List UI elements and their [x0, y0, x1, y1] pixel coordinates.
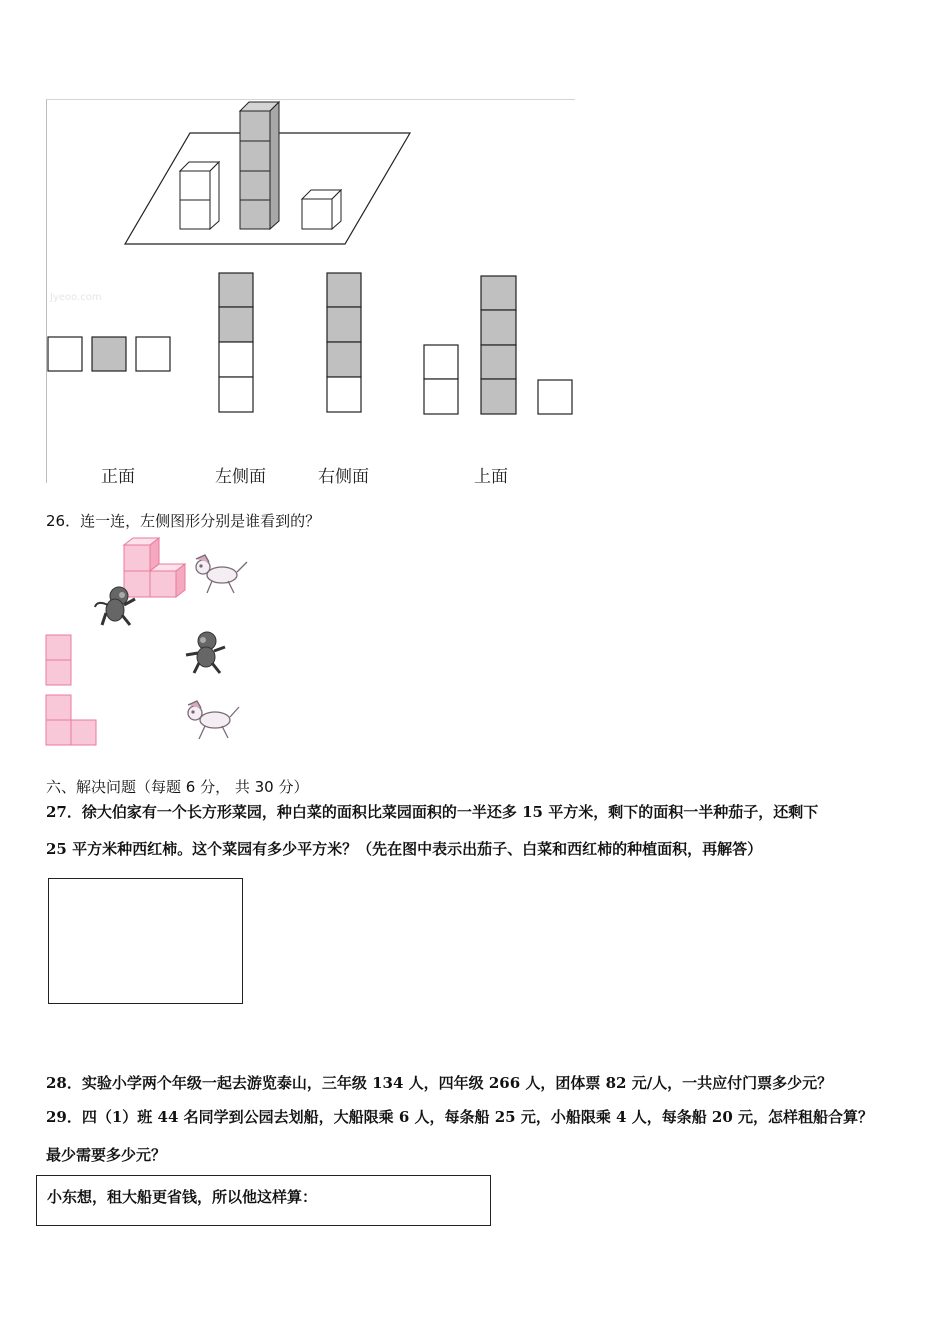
question-29-line1: 29．四（1）班 44 名同学到公园去划船，大船限乘 6 人，每条船 25 元，小船限乘 4 人，每条船 20 元，怎样租船合算？ [46, 1108, 874, 1126]
top-view-squares [424, 276, 572, 414]
watermark: Jyeoo.com [50, 292, 102, 303]
monkey-icon-2 [186, 632, 225, 673]
dog-icon [196, 555, 247, 593]
question-26: 26．连一连，左侧图形分别是谁看到的？ [46, 512, 321, 530]
label-top-view: 上面 [474, 467, 508, 487]
question-27-line2: 25 平方米种西红柿。这个菜园有多少平方米？（先在图中表示出茄子、白菜和西红柿的种植面积，再解答） [46, 840, 763, 858]
answer-box-text: 小东想，租大船更省钱，所以他这样算： [47, 1188, 318, 1206]
question-29-line2: 最少需要多少元？ [46, 1146, 167, 1164]
left-stack-cubes [180, 162, 219, 229]
section-6-title: 六、解决问题（每题 6 分， 共 30 分） [46, 778, 309, 796]
right-single-cube [302, 190, 341, 229]
garden-rectangle[interactable] [48, 878, 243, 1004]
middle-stack-cubes [240, 102, 279, 229]
cube-stack-drawing [0, 0, 950, 500]
view-two-stacked [46, 635, 71, 685]
answer-box[interactable] [36, 1175, 491, 1226]
right-view-squares [327, 273, 361, 412]
pink-cube-arrangement [124, 538, 185, 597]
view-l-shape [46, 695, 96, 745]
left-view-squares [219, 273, 253, 412]
q26-figure [0, 535, 300, 755]
front-view-squares [48, 337, 170, 371]
label-right-view: 右侧面 [318, 467, 369, 487]
question-27-line1: 27．徐大伯家有一个长方形菜园，种白菜的面积比菜园面积的一半还多 15 平方米，剩下的面积一半种茄子，还剩下 [46, 803, 819, 821]
label-front-view: 正面 [101, 467, 135, 487]
label-left-view: 左侧面 [215, 467, 266, 487]
question-28: 28．实验小学两个年级一起去游览泰山，三年级 134 人，四年级 266 人，团体票 82 元/人，一共应付门票多少元？ [46, 1074, 833, 1092]
dog-icon-2 [188, 701, 239, 739]
